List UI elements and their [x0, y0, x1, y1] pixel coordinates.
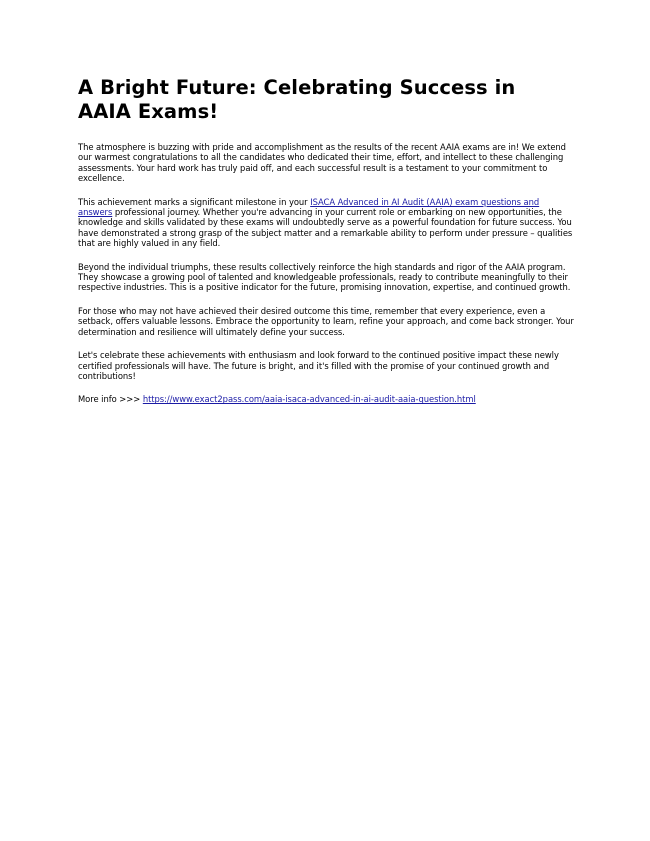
exam-questions-link[interactable]: ISACA Advanced in AI Audit (AAIA) exam questions and answers	[78, 196, 540, 218]
more-info-label: More info >>>	[78, 394, 143, 405]
paragraph-standards: Beyond the individual triumphs, these results collectively reinforce the high standards and rigor of the AAIA program. They showcase a growing pool of talented and knowledgeable professionals, ready to contribute meaningfully to their respective industries. This is a positive indicator for the future, promising innovation, expertise, and continued growth.	[78, 261, 571, 293]
paragraph-milestone-text-end: professional journey. Whether you're advancing in your current role or embarking on new opportunities, the knowledge and skills validated by these exams will undoubtedly serve as a powerful foundation for future success. You have demonstrated a strong grasp of the subject matter and a remarkable ability to perform under pressure – qualities that are highly valued in any field.	[78, 207, 573, 249]
document-page	[78, 76, 574, 418]
paragraph-encouragement: For those who may not have achieved their desired outcome this time, remember that every experience, even a setback, offers valuable lessons. Embrace the opportunity to learn, refine your approach, and come back stronger. Your determination and resilience will ultimately define your success.	[78, 305, 574, 337]
paragraph-milestone-text-start: This achievement marks a significant milestone in your	[78, 196, 311, 207]
more-info-link[interactable]: https://www.exact2pass.com/aaia-isaca-advanced-in-ai-audit-aaia-question.html	[142, 394, 476, 405]
more-info-line	[78, 394, 574, 404]
document-title: A Bright Future: Celebrating Success in AAIA Exams!	[78, 76, 516, 123]
paragraph-celebration: Let's celebrate these achievements with enthusiasm and look forward to the continued positive impact these newly certified professionals will have. The future is bright, and it's filled with the promise of your continued growth and contributions!	[78, 350, 559, 381]
paragraph-milestone	[78, 197, 574, 249]
paragraph-intro: The atmosphere is buzzing with pride and accomplishment as the results of the recent AAIA exams are in! We extend our warmest congratulations to all the candidates who dedicated their time, effort, and intellect to these challenging assessments. Your hard work has truly paid off, and each successful result is a testament to your commitment to excellence.	[78, 142, 566, 184]
